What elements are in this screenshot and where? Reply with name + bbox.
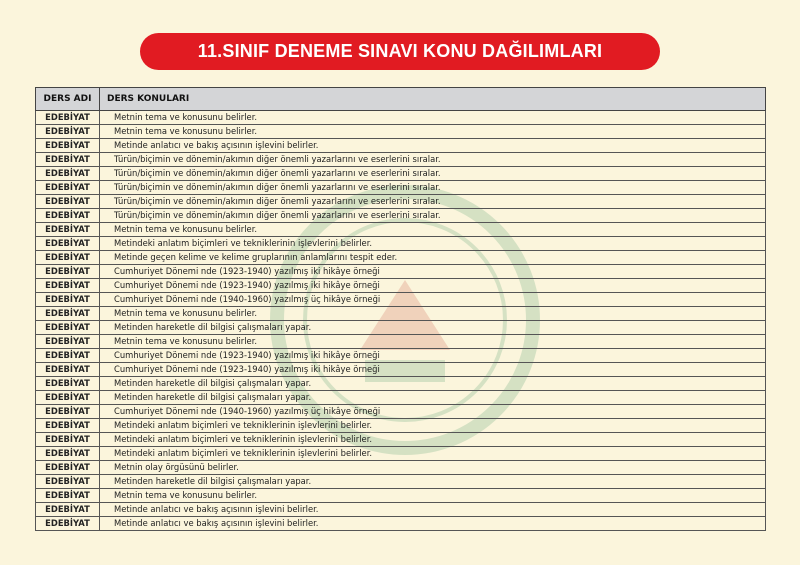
ders-konusu-cell: Metinde geçen kelime ve kelime gruplarının anlamlarını tespit eder. — [100, 251, 766, 265]
ders-adi-cell: EDEBİYAT — [36, 405, 100, 419]
ders-konusu-cell: Metnin tema ve konusunu belirler. — [100, 223, 766, 237]
table-row — [36, 237, 766, 251]
ders-adi-cell: EDEBİYAT — [36, 111, 100, 125]
ders-konusu-cell: Metnin olay örgüsünü belirler. — [100, 461, 766, 475]
ders-adi-cell: EDEBİYAT — [36, 153, 100, 167]
table-row — [36, 433, 766, 447]
table-row — [36, 181, 766, 195]
ders-adi-cell: EDEBİYAT — [36, 447, 100, 461]
ders-adi-cell: EDEBİYAT — [36, 195, 100, 209]
table-row — [36, 251, 766, 265]
ders-konusu-cell: Metinden hareketle dil bilgisi çalışmaları yapar. — [100, 321, 766, 335]
ders-konusu-cell: Metinde anlatıcı ve bakış açısının işlevini belirler. — [100, 503, 766, 517]
table-row — [36, 223, 766, 237]
ders-konusu-cell: Cumhuriyet Dönemi nde (1923-1940) yazılmış iki hikâye örneği — [100, 279, 766, 293]
ders-adi-cell: EDEBİYAT — [36, 335, 100, 349]
ders-adi-cell: EDEBİYAT — [36, 363, 100, 377]
ders-konusu-cell: Metinden hareketle dil bilgisi çalışmaları yapar. — [100, 475, 766, 489]
ders-adi-cell: EDEBİYAT — [36, 419, 100, 433]
table-row — [36, 405, 766, 419]
table-row — [36, 125, 766, 139]
ders-adi-cell: EDEBİYAT — [36, 139, 100, 153]
table-row — [36, 209, 766, 223]
ders-adi-cell: EDEBİYAT — [36, 433, 100, 447]
ders-konusu-cell: Cumhuriyet Dönemi nde (1923-1940) yazılmış iki hikâye örneği — [100, 265, 766, 279]
table-header-row — [36, 88, 766, 111]
ders-adi-cell: EDEBİYAT — [36, 503, 100, 517]
table-row — [36, 377, 766, 391]
ders-konusu-cell: Cumhuriyet Dönemi nde (1940-1960) yazılmış üç hikâye örneği — [100, 293, 766, 307]
ders-konusu-cell: Metinde anlatıcı ve bakış açısının işlevini belirler. — [100, 517, 766, 531]
ders-konusu-cell: Türün/biçimin ve dönemin/akımın diğer önemli yazarlarını ve eserlerini sıralar. — [100, 195, 766, 209]
table-row — [36, 335, 766, 349]
ders-konusu-cell: Cumhuriyet Dönemi nde (1923-1940) yazılmış iki hikâye örneği — [100, 349, 766, 363]
ders-adi-cell: EDEBİYAT — [36, 349, 100, 363]
ders-konusu-cell: Metinden hareketle dil bilgisi çalışmaları yapar. — [100, 391, 766, 405]
ders-adi-cell: EDEBİYAT — [36, 223, 100, 237]
table-row — [36, 139, 766, 153]
ders-konusu-cell: Metindeki anlatım biçimleri ve tekniklerinin işlevlerini belirler. — [100, 419, 766, 433]
ders-adi-cell: EDEBİYAT — [36, 377, 100, 391]
topics-table — [35, 87, 766, 531]
ders-adi-cell: EDEBİYAT — [36, 517, 100, 531]
ders-konusu-cell: Metinde anlatıcı ve bakış açısının işlevini belirler. — [100, 139, 766, 153]
ders-adi-cell: EDEBİYAT — [36, 391, 100, 405]
ders-konusu-cell: Metindeki anlatım biçimleri ve tekniklerinin işlevlerini belirler. — [100, 433, 766, 447]
table-row — [36, 517, 766, 531]
table-row — [36, 349, 766, 363]
ders-adi-cell: EDEBİYAT — [36, 279, 100, 293]
table-row — [36, 279, 766, 293]
ders-konusu-cell: Metnin tema ve konusunu belirler. — [100, 307, 766, 321]
ders-adi-cell: EDEBİYAT — [36, 293, 100, 307]
column-header-ders-adi: DERS ADI — [36, 88, 100, 111]
ders-adi-cell: EDEBİYAT — [36, 475, 100, 489]
ders-adi-cell: EDEBİYAT — [36, 307, 100, 321]
table-row — [36, 489, 766, 503]
table-row — [36, 363, 766, 377]
ders-konusu-cell: Türün/biçimin ve dönemin/akımın diğer önemli yazarlarını ve eserlerini sıralar. — [100, 209, 766, 223]
ders-konusu-cell: Cumhuriyet Dönemi nde (1940-1960) yazılmış üç hikâye örneği — [100, 405, 766, 419]
ders-adi-cell: EDEBİYAT — [36, 209, 100, 223]
ders-konusu-cell: Metnin tema ve konusunu belirler. — [100, 111, 766, 125]
table-row — [36, 307, 766, 321]
ders-adi-cell: EDEBİYAT — [36, 321, 100, 335]
ders-adi-cell: EDEBİYAT — [36, 251, 100, 265]
ders-adi-cell: EDEBİYAT — [36, 181, 100, 195]
page-title: 11.SINIF DENEME SINAVI KONU DAĞILIMLARI — [140, 33, 660, 70]
ders-adi-cell: EDEBİYAT — [36, 167, 100, 181]
ders-adi-cell: EDEBİYAT — [36, 125, 100, 139]
ders-adi-cell: EDEBİYAT — [36, 237, 100, 251]
ders-konusu-cell: Metinden hareketle dil bilgisi çalışmaları yapar. — [100, 377, 766, 391]
ders-konusu-cell: Metindeki anlatım biçimleri ve tekniklerinin işlevlerini belirler. — [100, 447, 766, 461]
table-row — [36, 321, 766, 335]
ders-konusu-cell: Cumhuriyet Dönemi nde (1923-1940) yazılmış iki hikâye örneği — [100, 363, 766, 377]
table-row — [36, 461, 766, 475]
ders-konusu-cell: Türün/biçimin ve dönemin/akımın diğer önemli yazarlarını ve eserlerini sıralar. — [100, 181, 766, 195]
ders-konusu-cell: Metnin tema ve konusunu belirler. — [100, 125, 766, 139]
table-row — [36, 111, 766, 125]
ders-konusu-cell: Türün/biçimin ve dönemin/akımın diğer önemli yazarlarını ve eserlerini sıralar. — [100, 167, 766, 181]
table-row — [36, 475, 766, 489]
column-header-ders-konulari: DERS KONULARI — [100, 88, 766, 111]
ders-adi-cell: EDEBİYAT — [36, 265, 100, 279]
ders-konusu-cell: Metnin tema ve konusunu belirler. — [100, 489, 766, 503]
table-row — [36, 167, 766, 181]
ders-konusu-cell: Metindeki anlatım biçimleri ve tekniklerinin işlevlerini belirler. — [100, 237, 766, 251]
ders-konusu-cell: Metnin tema ve konusunu belirler. — [100, 335, 766, 349]
table-row — [36, 447, 766, 461]
ders-adi-cell: EDEBİYAT — [36, 489, 100, 503]
table-row — [36, 419, 766, 433]
table-row — [36, 195, 766, 209]
ders-adi-cell: EDEBİYAT — [36, 461, 100, 475]
table-row — [36, 265, 766, 279]
table-row — [36, 293, 766, 307]
ders-konusu-cell: Türün/biçimin ve dönemin/akımın diğer önemli yazarlarını ve eserlerini sıralar. — [100, 153, 766, 167]
table-row — [36, 153, 766, 167]
table-row — [36, 391, 766, 405]
table-row — [36, 503, 766, 517]
